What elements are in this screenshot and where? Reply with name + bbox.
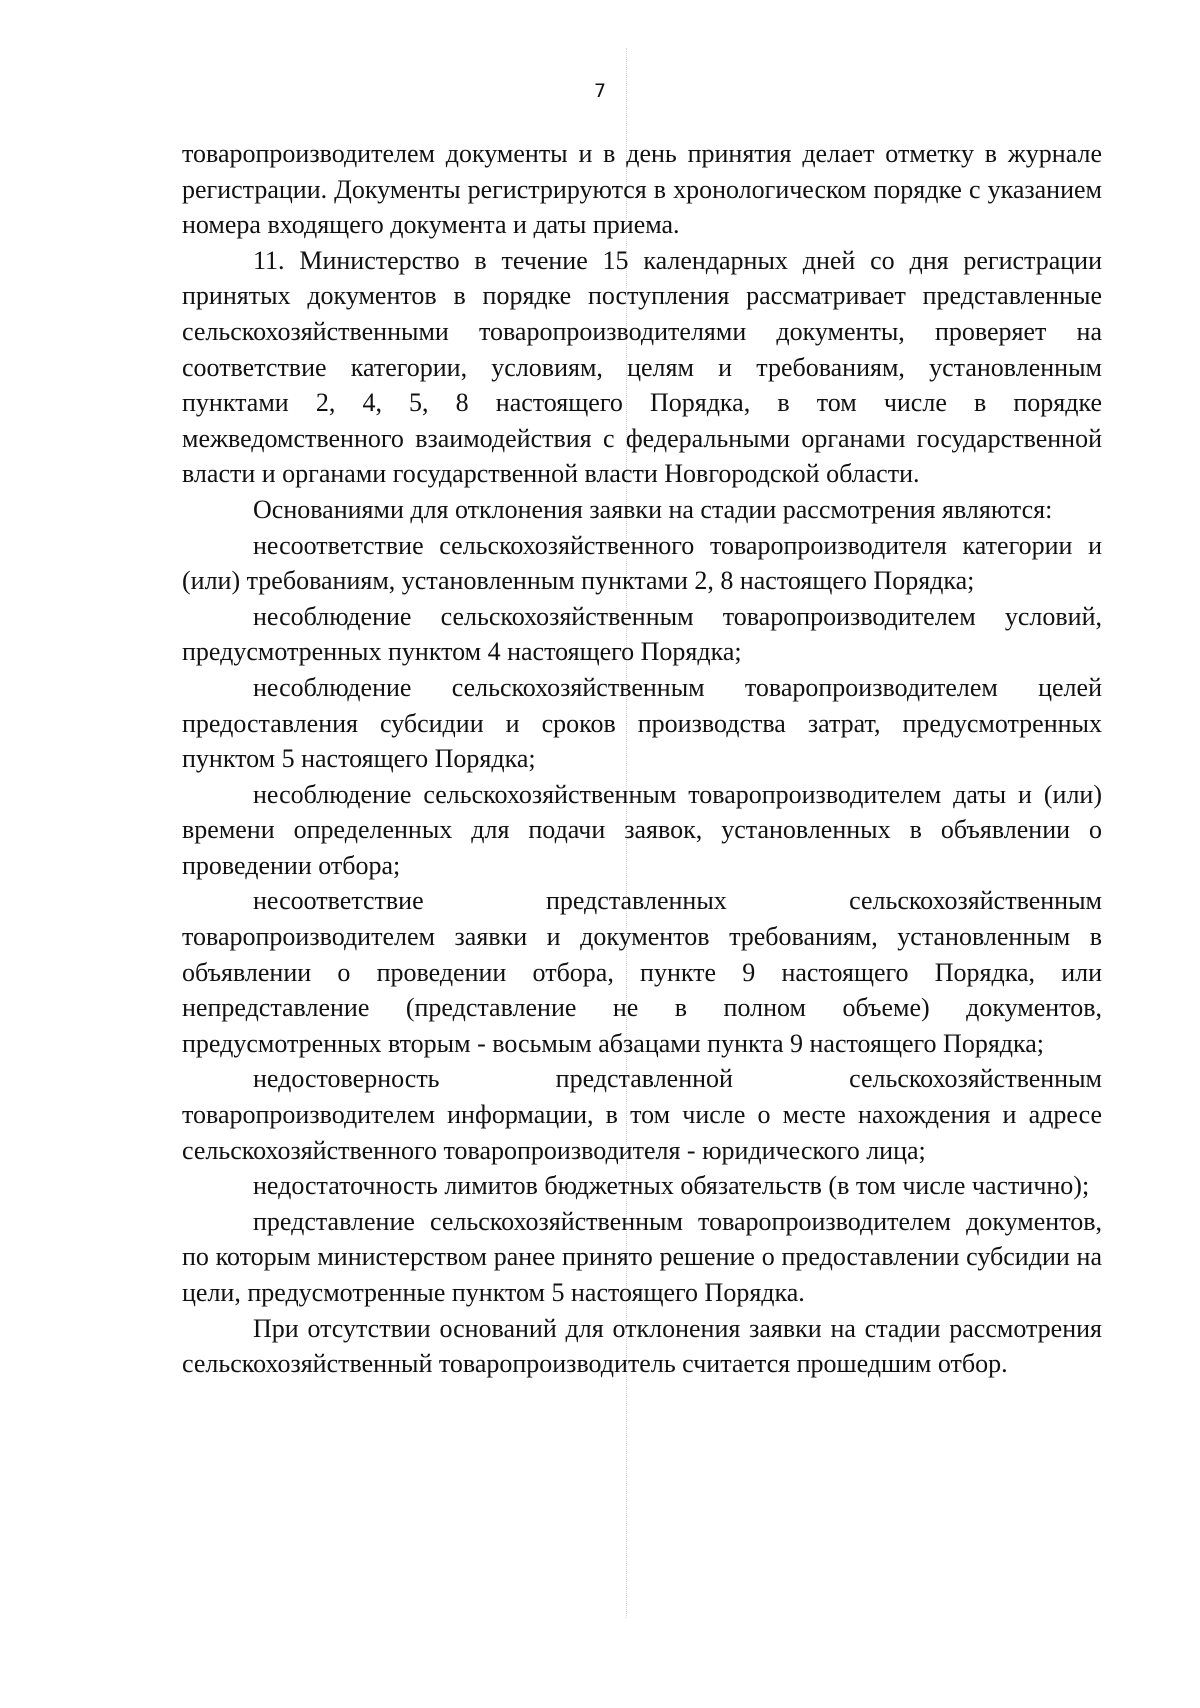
paragraph-ground-category-mismatch: несоответствие сельскохозяйственного товаропроизводителя категории и (или) требованиям, установленным пунктами 2, 8 настоящего Порядка; [182, 530, 1102, 596]
document-body [182, 136, 1102, 1382]
paragraph-ground-limits: недостаточность лимитов бюджетных обязательств (в том числе частично); [253, 1171, 1090, 1201]
paragraph-ground-inaccuracy: недостоверность представленной сельскохозяйственным товаропроизводителем информации, в том числе о месте нахождения и адресе сельскохозяйственного товаропроизводителя - юридического лица; [182, 1064, 1102, 1165]
paragraph-ground-documents: несоответствие представленных сельскохозяйственным товаропроизводителем заявки и документов требованиям, установленным в объявлении о проведении отбора, пункте 9 настоящего Порядка, или непредставление (представление не в полном объеме) документов, предусмотренных вторым - восьмым абзацами пункта 9 настоящего Порядка; [182, 886, 1102, 1058]
paragraph-item-11: 11. Министерство в течение 15 календарных дней со дня регистрации принятых документов в порядке поступления рассматривает представленные сельскохозяйственными товаропроизводителями документы, проверяет на соответствие категории, условиям, целям и требованиям, установленным пунктами 2, 4, 5, 8 настоящего Порядка, в том числе в порядке межведомственного взаимодействия с федеральными органами государственной власти и органами государственной власти Новгородской области. [182, 245, 1102, 489]
paragraph-ground-dates: несоблюдение сельскохозяйственным товаропроизводителем даты и (или) времени определенных для подачи заявок, установленных в объявлении о проведении отбора; [182, 779, 1102, 880]
paragraph-ground-conditions: несоблюдение сельскохозяйственным товаропроизводителем условий, предусмотренных пунктом 4 настоящего Порядка; [182, 601, 1102, 667]
paragraph-rejection-grounds-intro: Основаниями для отклонения заявки на стадии рассмотрения являются: [253, 494, 1053, 524]
page-number: 7 [593, 80, 607, 102]
paragraph-ground-goals-terms: несоблюдение сельскохозяйственным товаропроизводителем целей предоставления субсидии и сроков производства затрат, предусмотренных пунктом 5 настоящего Порядка; [182, 672, 1102, 774]
paragraph-registration-continuation: товаропроизводителем документы и в день принятия делает отметку в журнале регистрации. Документы регистрируются в хронологическом порядке с указанием номера входящего документа и даты приема. [182, 139, 1102, 240]
paragraph-passed-selection: При отсутствии оснований для отклонения заявки на стадии рассмотрения сельскохозяйственный товаропроизводитель считается прошедшим отбор. [182, 1313, 1102, 1379]
paragraph-ground-prior-decision: представление сельскохозяйственным товаропроизводителем документов, по которым министерством ранее принято решение о предоставлении субсидии на цели, предусмотренные пунктом 5 настоящего Порядка. [182, 1206, 1102, 1307]
